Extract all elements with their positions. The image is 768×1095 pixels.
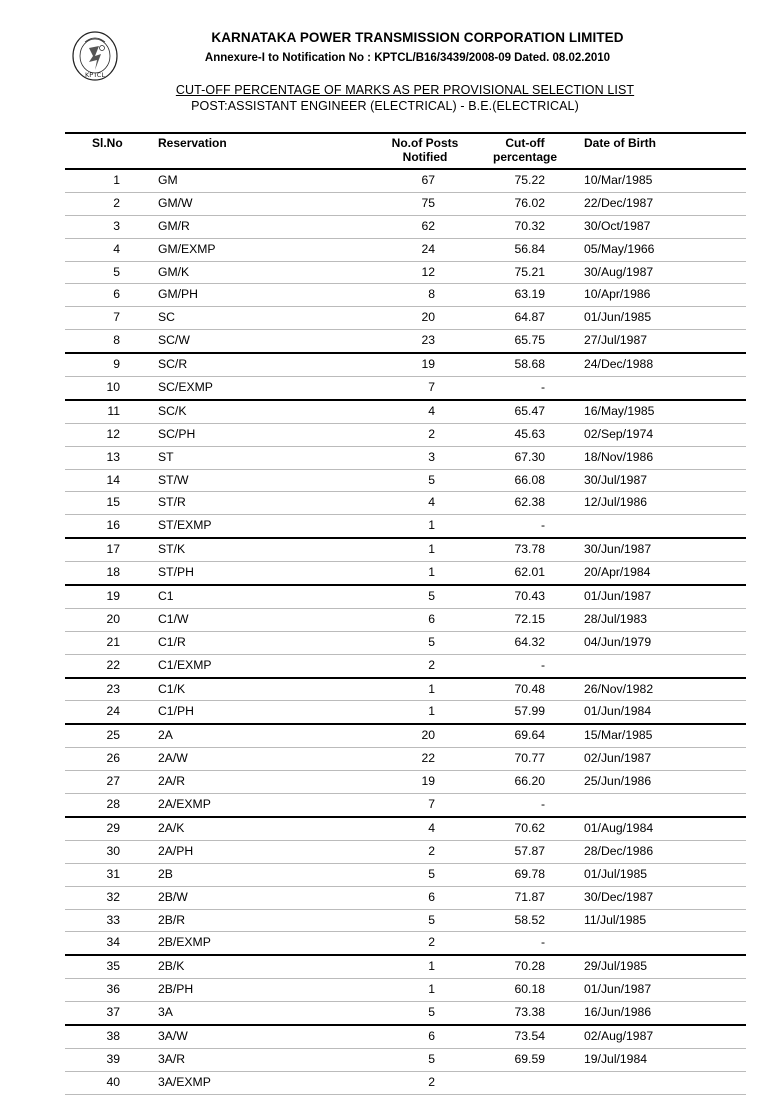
table-row bbox=[65, 539, 746, 562]
cell-reservation: 2B bbox=[158, 866, 173, 881]
cell-date-of-birth: 02/Aug/1987 bbox=[584, 1028, 654, 1043]
table-row bbox=[65, 307, 746, 330]
table-row bbox=[65, 562, 746, 586]
cell-reservation: C1/W bbox=[158, 611, 189, 626]
cell-posts-notified: 3 bbox=[428, 449, 435, 464]
table-row bbox=[65, 979, 746, 1002]
cell-posts-notified: 24 bbox=[421, 241, 435, 256]
column-header-posts-notified bbox=[373, 136, 477, 164]
cell-reservation: ST/PH bbox=[158, 565, 194, 580]
cell-reservation: 3A/R bbox=[158, 1051, 186, 1066]
cell-cutoff-percentage: 71.87 bbox=[514, 889, 545, 904]
table-row bbox=[65, 701, 746, 725]
table-row bbox=[65, 910, 746, 933]
cell-reservation: 2A/PH bbox=[158, 843, 194, 858]
cell-cutoff-percentage: 70.32 bbox=[514, 218, 545, 233]
cell-sl-no: 4 bbox=[113, 241, 120, 256]
cell-cutoff-percentage: 58.52 bbox=[514, 912, 545, 927]
cell-cutoff-percentage: 64.32 bbox=[514, 634, 545, 649]
cell-sl-no: 37 bbox=[106, 1005, 120, 1020]
cell-reservation: SC/PH bbox=[158, 426, 196, 441]
cell-sl-no: 28 bbox=[106, 797, 120, 812]
cell-reservation: SC/W bbox=[158, 333, 190, 348]
cell-posts-notified: 12 bbox=[421, 264, 435, 279]
cell-date-of-birth: 10/Mar/1985 bbox=[584, 173, 653, 187]
table-row bbox=[65, 794, 746, 818]
cell-posts-notified: 6 bbox=[428, 889, 435, 904]
cell-cutoff-percentage: 57.99 bbox=[514, 704, 545, 719]
cell-cutoff-percentage: 62.38 bbox=[514, 495, 545, 510]
cell-posts-notified: 23 bbox=[421, 333, 435, 348]
cell-sl-no: 5 bbox=[113, 264, 120, 279]
cell-date-of-birth: 02/Sep/1974 bbox=[584, 426, 654, 441]
cell-reservation: 2A/K bbox=[158, 820, 185, 835]
cell-cutoff-percentage: 75.21 bbox=[514, 264, 545, 279]
cell-date-of-birth: 16/May/1985 bbox=[584, 403, 655, 418]
cell-cutoff-percentage: 69.59 bbox=[514, 1051, 545, 1066]
cell-sl-no: 31 bbox=[106, 866, 120, 881]
cell-sl-no: 10 bbox=[106, 380, 120, 395]
cell-cutoff-percentage: 64.87 bbox=[514, 310, 545, 325]
cell-reservation: SC/K bbox=[158, 403, 187, 418]
cell-cutoff-percentage: 60.18 bbox=[514, 982, 545, 997]
cell-posts-notified: 5 bbox=[428, 912, 435, 927]
cell-posts-notified: 5 bbox=[428, 1051, 435, 1066]
column-header-posts-line2: Notified bbox=[402, 150, 448, 164]
organization-name: KARNATAKA POWER TRANSMISSION CORPORATION LIMITED bbox=[211, 30, 624, 45]
cell-reservation: 2A/R bbox=[158, 774, 186, 789]
cell-reservation: C1/K bbox=[158, 681, 186, 696]
table-row bbox=[65, 354, 746, 377]
cell-sl-no: 26 bbox=[106, 751, 120, 766]
cell-posts-notified: 1 bbox=[428, 704, 435, 719]
table-row bbox=[65, 170, 746, 193]
cell-posts-notified: 5 bbox=[428, 1005, 435, 1020]
cell-sl-no: 33 bbox=[106, 912, 120, 927]
cell-sl-no: 13 bbox=[106, 449, 120, 464]
column-header-posts-line1: No.of Posts bbox=[391, 136, 459, 150]
cell-date-of-birth: 12/Jul/1986 bbox=[584, 495, 648, 510]
table-row bbox=[65, 655, 746, 679]
annexure-reference: Annexure-I to Notification No : KPTCL/B16/3439/2008-09 Dated. 08.02.2010 bbox=[204, 52, 611, 64]
cell-posts-notified: 5 bbox=[428, 472, 435, 487]
cell-cutoff-percentage: - bbox=[540, 797, 545, 812]
table-row bbox=[65, 1026, 746, 1049]
cell-reservation: ST/W bbox=[158, 472, 189, 487]
cell-date-of-birth: 01/Jun/1987 bbox=[584, 589, 652, 604]
cell-sl-no: 19 bbox=[106, 589, 120, 604]
cell-sl-no: 18 bbox=[106, 565, 120, 580]
cell-posts-notified: 1 bbox=[428, 542, 435, 557]
cell-sl-no: 9 bbox=[113, 357, 120, 372]
cell-reservation: 3A/EXMP bbox=[158, 1074, 211, 1089]
cell-date-of-birth: 15/Mar/1985 bbox=[584, 728, 653, 743]
cell-reservation: ST bbox=[158, 449, 174, 464]
cell-reservation: GM/PH bbox=[158, 287, 198, 302]
table-body bbox=[65, 170, 746, 1095]
table-header bbox=[65, 132, 746, 170]
cell-posts-notified: 4 bbox=[428, 820, 435, 835]
cell-cutoff-percentage: 76.02 bbox=[514, 195, 545, 210]
svg-text:KPTCL: KPTCL bbox=[85, 71, 105, 79]
cell-sl-no: 15 bbox=[106, 495, 120, 510]
cell-posts-notified: 1 bbox=[428, 681, 435, 696]
cell-cutoff-percentage: 72.15 bbox=[514, 611, 545, 626]
cell-date-of-birth: 30/Aug/1987 bbox=[584, 264, 654, 279]
cell-posts-notified: 5 bbox=[428, 866, 435, 881]
cell-posts-notified: 67 bbox=[421, 173, 435, 187]
cell-posts-notified: 2 bbox=[428, 657, 435, 672]
cell-posts-notified: 4 bbox=[428, 403, 435, 418]
cell-reservation: 2B/EXMP bbox=[158, 935, 211, 950]
cell-cutoff-percentage: 62.01 bbox=[514, 565, 545, 580]
cell-sl-no: 23 bbox=[106, 681, 120, 696]
cell-sl-no: 7 bbox=[113, 310, 120, 325]
cell-reservation: SC/EXMP bbox=[158, 380, 213, 395]
cell-posts-notified: 1 bbox=[428, 518, 435, 533]
cell-date-of-birth: 28/Jul/1983 bbox=[584, 611, 648, 626]
table-row bbox=[65, 586, 746, 609]
cell-date-of-birth: 26/Nov/1982 bbox=[584, 681, 654, 696]
cell-posts-notified: 20 bbox=[421, 310, 435, 325]
table-row bbox=[65, 818, 746, 841]
cell-cutoff-percentage: - bbox=[540, 657, 545, 672]
cell-reservation: GM/EXMP bbox=[158, 241, 216, 256]
cell-reservation: 2A bbox=[158, 728, 173, 743]
table-row bbox=[65, 284, 746, 307]
cell-cutoff-percentage: 75.22 bbox=[514, 173, 545, 187]
cell-cutoff-percentage: 56.84 bbox=[514, 241, 545, 256]
cell-sl-no: 17 bbox=[106, 542, 120, 557]
cell-date-of-birth: 01/Jun/1987 bbox=[584, 982, 652, 997]
cell-posts-notified: 1 bbox=[428, 959, 435, 974]
cell-cutoff-percentage: 63.19 bbox=[514, 287, 545, 302]
cell-cutoff-percentage: 57.87 bbox=[514, 843, 545, 858]
cell-reservation: GM bbox=[158, 173, 178, 187]
cell-sl-no: 21 bbox=[106, 634, 120, 649]
cell-cutoff-percentage: 73.38 bbox=[514, 1005, 545, 1020]
cell-reservation: 2B/W bbox=[158, 889, 188, 904]
cell-posts-notified: 5 bbox=[428, 634, 435, 649]
cell-date-of-birth: 24/Dec/1988 bbox=[584, 357, 654, 372]
cell-sl-no: 3 bbox=[113, 218, 120, 233]
cell-posts-notified: 8 bbox=[428, 287, 435, 302]
cell-cutoff-percentage: 65.75 bbox=[514, 333, 545, 348]
cell-reservation: GM/R bbox=[158, 218, 190, 233]
column-header-cutoff-line1: Cut-off bbox=[505, 136, 545, 150]
cell-date-of-birth: 02/Jun/1987 bbox=[584, 751, 652, 766]
cell-date-of-birth: 11/Jul/1985 bbox=[584, 912, 647, 927]
cell-cutoff-percentage: 70.43 bbox=[514, 589, 545, 604]
cell-posts-notified: 6 bbox=[428, 1028, 435, 1043]
cell-posts-notified: 20 bbox=[421, 728, 435, 743]
cell-date-of-birth: 16/Jun/1986 bbox=[584, 1005, 652, 1020]
cell-date-of-birth: 30/Oct/1987 bbox=[584, 218, 651, 233]
cell-date-of-birth: 27/Jul/1987 bbox=[584, 333, 648, 348]
table-row bbox=[65, 725, 746, 748]
cell-reservation: C1 bbox=[158, 589, 174, 604]
cell-posts-notified: 7 bbox=[428, 380, 435, 395]
cell-date-of-birth: 05/May/1966 bbox=[584, 241, 655, 256]
cell-cutoff-percentage: 70.48 bbox=[514, 681, 545, 696]
table-row bbox=[65, 330, 746, 354]
table-row bbox=[65, 887, 746, 910]
cell-date-of-birth: 19/Jul/1984 bbox=[584, 1051, 648, 1066]
table-row bbox=[65, 515, 746, 539]
cell-posts-notified: 4 bbox=[428, 495, 435, 510]
table-row bbox=[65, 956, 746, 979]
cell-reservation: C1/PH bbox=[158, 704, 194, 719]
cell-sl-no: 25 bbox=[106, 728, 120, 743]
cell-sl-no: 11 bbox=[107, 403, 120, 418]
cell-reservation: ST/K bbox=[158, 542, 186, 557]
table-row bbox=[65, 609, 746, 632]
cell-posts-notified: 2 bbox=[428, 843, 435, 858]
cell-cutoff-percentage: 66.20 bbox=[514, 774, 545, 789]
cell-date-of-birth: 29/Jul/1985 bbox=[584, 959, 648, 974]
cell-cutoff-percentage: 69.64 bbox=[514, 728, 545, 743]
cell-cutoff-percentage: 66.08 bbox=[514, 472, 545, 487]
cell-sl-no: 34 bbox=[106, 935, 120, 950]
cell-posts-notified: 22 bbox=[421, 751, 435, 766]
cell-cutoff-percentage: - bbox=[540, 935, 545, 950]
cell-sl-no: 1 bbox=[113, 173, 120, 187]
cell-reservation: GM/K bbox=[158, 264, 190, 279]
cell-sl-no: 30 bbox=[106, 843, 120, 858]
cell-date-of-birth: 04/Jun/1979 bbox=[584, 634, 652, 649]
cell-date-of-birth: 30/Dec/1987 bbox=[584, 889, 654, 904]
cell-posts-notified: 5 bbox=[428, 589, 435, 604]
document-title: CUT-OFF PERCENTAGE OF MARKS AS PER PROVISIONAL SELECTION LIST bbox=[175, 83, 635, 97]
cell-date-of-birth: 18/Nov/1986 bbox=[584, 449, 654, 464]
cell-cutoff-percentage: 73.78 bbox=[514, 542, 545, 557]
cell-posts-notified: 6 bbox=[428, 611, 435, 626]
cell-cutoff-percentage: 65.47 bbox=[514, 403, 545, 418]
cell-posts-notified: 7 bbox=[428, 797, 435, 812]
table-row bbox=[65, 864, 746, 887]
cell-sl-no: 39 bbox=[106, 1051, 120, 1066]
post-title: POST:ASSISTANT ENGINEER (ELECTRICAL) - B.E.(ELECTRICAL) bbox=[191, 99, 579, 113]
cell-posts-notified: 19 bbox=[421, 357, 435, 372]
cell-sl-no: 14 bbox=[106, 472, 120, 487]
table-row bbox=[65, 932, 746, 956]
table-row bbox=[65, 401, 746, 424]
cell-cutoff-percentage: 70.28 bbox=[514, 959, 545, 974]
cell-sl-no: 6 bbox=[113, 287, 120, 302]
cell-sl-no: 20 bbox=[106, 611, 120, 626]
column-header-date-of-birth: Date of Birth bbox=[584, 136, 656, 150]
cell-posts-notified: 1 bbox=[428, 982, 435, 997]
cell-posts-notified: 19 bbox=[421, 774, 435, 789]
cell-sl-no: 12 bbox=[106, 426, 120, 441]
table-row bbox=[65, 632, 746, 655]
table-row bbox=[65, 492, 746, 515]
table-row bbox=[65, 262, 746, 285]
cell-sl-no: 36 bbox=[106, 982, 120, 997]
cell-sl-no: 8 bbox=[113, 333, 120, 348]
cell-date-of-birth: 01/Jul/1985 bbox=[584, 866, 648, 881]
cell-date-of-birth: 22/Dec/1987 bbox=[584, 195, 654, 210]
table-row bbox=[65, 841, 746, 864]
cell-date-of-birth: 01/Aug/1984 bbox=[584, 820, 654, 835]
cell-sl-no: 38 bbox=[106, 1028, 120, 1043]
cell-sl-no: 27 bbox=[106, 774, 120, 789]
table-row bbox=[65, 447, 746, 470]
table-row bbox=[65, 771, 746, 794]
cell-date-of-birth: 10/Apr/1986 bbox=[584, 287, 651, 302]
cell-cutoff-percentage: 67.30 bbox=[514, 449, 545, 464]
cell-cutoff-percentage: 70.62 bbox=[514, 820, 545, 835]
table-row bbox=[65, 193, 746, 216]
cell-reservation: SC bbox=[158, 310, 175, 325]
column-header-cutoff bbox=[478, 136, 572, 164]
table-row bbox=[65, 424, 746, 447]
cell-sl-no: 32 bbox=[106, 889, 120, 904]
cell-date-of-birth: 30/Jul/1987 bbox=[584, 472, 648, 487]
column-header-sl-no: Sl.No bbox=[92, 136, 123, 150]
cell-reservation: 2B/PH bbox=[158, 982, 194, 997]
cell-reservation: SC/R bbox=[158, 357, 188, 372]
cell-reservation: 2B/K bbox=[158, 959, 185, 974]
cell-reservation: C1/R bbox=[158, 634, 186, 649]
table-row bbox=[65, 679, 746, 702]
table-row bbox=[65, 1049, 746, 1072]
table-row bbox=[65, 470, 746, 493]
cell-date-of-birth: 01/Jun/1985 bbox=[584, 310, 652, 325]
cell-reservation: 2A/EXMP bbox=[158, 797, 211, 812]
cell-cutoff-percentage: - bbox=[540, 518, 545, 533]
cell-date-of-birth: 28/Dec/1986 bbox=[584, 843, 654, 858]
cell-posts-notified: 2 bbox=[428, 426, 435, 441]
cell-date-of-birth: 01/Jun/1984 bbox=[584, 704, 652, 719]
table-row bbox=[65, 216, 746, 239]
cell-reservation: 2B/R bbox=[158, 912, 186, 927]
cell-sl-no: 22 bbox=[106, 657, 120, 672]
cell-reservation: 3A/W bbox=[158, 1028, 188, 1043]
table-row bbox=[65, 1072, 746, 1095]
cell-sl-no: 2 bbox=[113, 195, 120, 210]
cell-date-of-birth: 20/Apr/1984 bbox=[584, 565, 651, 580]
cell-reservation: ST/R bbox=[158, 495, 186, 510]
cell-cutoff-percentage: 70.77 bbox=[514, 751, 545, 766]
cell-posts-notified: 75 bbox=[421, 195, 435, 210]
cell-reservation: ST/EXMP bbox=[158, 518, 212, 533]
table-row bbox=[65, 377, 746, 401]
cell-sl-no: 35 bbox=[106, 959, 120, 974]
cell-reservation: GM/W bbox=[158, 195, 193, 210]
cell-date-of-birth: 25/Jun/1986 bbox=[584, 774, 652, 789]
cell-reservation: 2A/W bbox=[158, 751, 188, 766]
cell-cutoff-percentage: 58.68 bbox=[514, 357, 545, 372]
cell-cutoff-percentage: 69.78 bbox=[514, 866, 545, 881]
cell-sl-no: 29 bbox=[106, 820, 120, 835]
column-header-cutoff-line2: percentage bbox=[492, 150, 558, 164]
cell-cutoff-percentage: 45.63 bbox=[514, 426, 545, 441]
cell-cutoff-percentage: 73.54 bbox=[514, 1028, 545, 1043]
cutoff-table bbox=[65, 132, 746, 1095]
cell-sl-no: 24 bbox=[106, 704, 120, 719]
cell-cutoff-percentage: - bbox=[540, 380, 545, 395]
cell-date-of-birth: 30/Jun/1987 bbox=[584, 542, 652, 557]
table-row bbox=[65, 239, 746, 262]
cell-posts-notified: 1 bbox=[428, 565, 435, 580]
cell-reservation: 3A bbox=[158, 1005, 173, 1020]
cell-posts-notified: 2 bbox=[428, 935, 435, 950]
cell-reservation: C1/EXMP bbox=[158, 657, 212, 672]
cell-posts-notified: 2 bbox=[428, 1074, 435, 1089]
table-row bbox=[65, 748, 746, 771]
cell-sl-no: 16 bbox=[106, 518, 120, 533]
table-row bbox=[65, 1002, 746, 1026]
column-header-reservation: Reservation bbox=[158, 136, 227, 150]
cell-sl-no: 40 bbox=[106, 1074, 120, 1089]
cell-posts-notified: 62 bbox=[421, 218, 435, 233]
